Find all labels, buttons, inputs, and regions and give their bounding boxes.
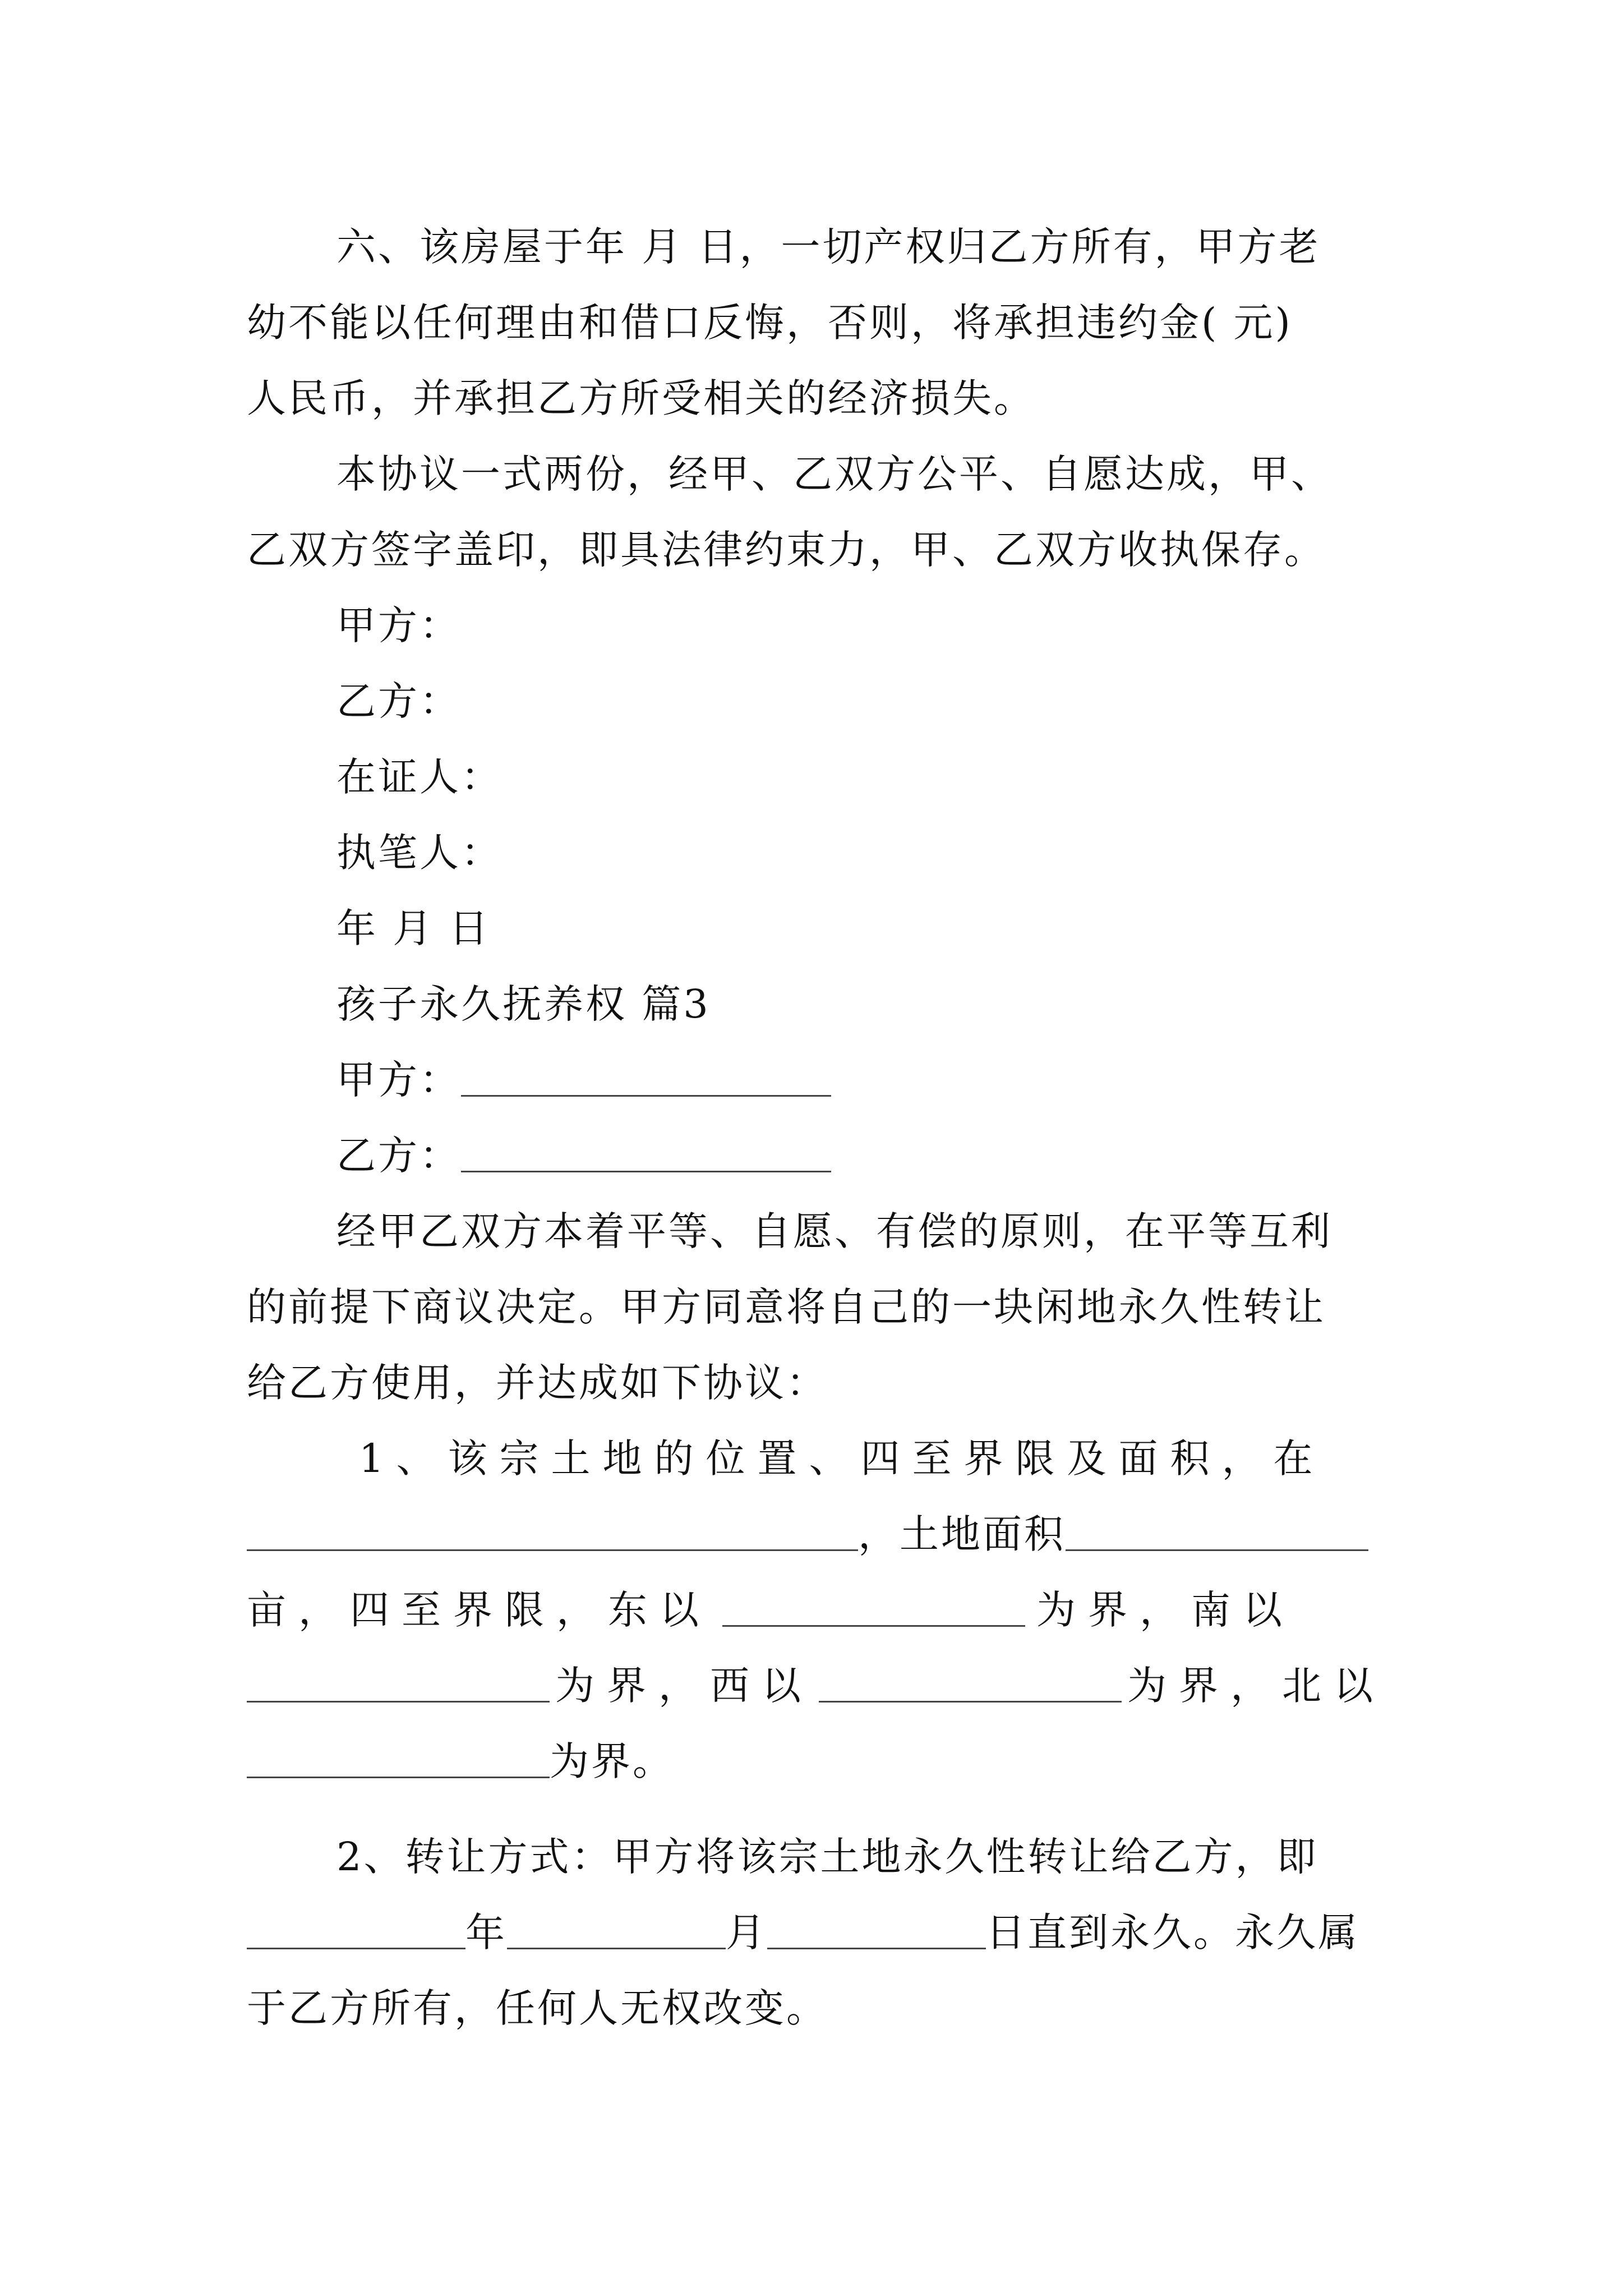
party-a-blank — [461, 1056, 831, 1097]
party-a-line — [336, 1043, 1385, 1116]
signature-date: 年 月 日 — [336, 905, 491, 951]
east-blank — [722, 1586, 1025, 1627]
agreement-copies-line-1: 本协议一式两份，经甲、乙双方公平、自愿达成，甲、 — [336, 451, 1332, 497]
intro-line-2: 的前提下商议决定。甲方同意将自己的一块闲地永久性转让 — [247, 1284, 1326, 1330]
intro-line-3: 给乙方使用，并达成如下协议： — [247, 1360, 828, 1406]
signature-party-b: 乙方： — [336, 678, 461, 724]
north-blank — [247, 1737, 550, 1778]
south-blank — [247, 1662, 550, 1703]
boundary-north-label: 为界，北以 — [1127, 1663, 1385, 1709]
year-label: 年 — [465, 1910, 507, 1955]
boundary-end-label: 为界。 — [550, 1738, 674, 1784]
section-title: 孩子永久抚养权 篇3 — [336, 981, 711, 1027]
boundary-west-label: 为界，西以 — [555, 1663, 813, 1709]
signature-witness: 在证人： — [336, 754, 502, 800]
party-b-label: 乙方： — [336, 1133, 461, 1179]
day-blank — [767, 1908, 986, 1949]
party-b-blank — [461, 1131, 831, 1172]
clause6-line-2: 幼不能以任何理由和借口反悔，否则，将承担违约金( 元) — [247, 300, 1293, 346]
day-label: 日直到永久。永久属 — [986, 1910, 1359, 1955]
clause1-line-2 — [247, 1498, 1385, 1571]
clause1-line-4 — [247, 1649, 1385, 1722]
clause6-line-3: 人民币，并承担乙方所受相关的经济损失。 — [247, 375, 1035, 421]
agreement-copies-line-2: 乙双方签字盖印，即具法律约束力，甲、乙双方收执保存。 — [247, 527, 1326, 573]
clause2-line-1: 2、转让方式：甲方将该宗土地永久性转让给乙方，即 — [336, 1834, 1318, 1880]
party-b-line — [336, 1119, 1385, 1192]
location-blank — [247, 1510, 858, 1551]
land-area-blank — [1066, 1510, 1368, 1551]
signature-writer: 执笔人： — [336, 830, 502, 876]
month-blank — [507, 1908, 726, 1949]
clause1-line-3 — [247, 1573, 1385, 1646]
boundary-south-label: 为界，南以 — [1036, 1587, 1294, 1633]
intro-line-1: 经甲乙双方本着平等、自愿、有偿的原则，在平等互利 — [336, 1208, 1332, 1254]
signature-party-a: 甲方： — [336, 602, 461, 648]
land-area-label: ，土地面积 — [858, 1511, 1066, 1557]
party-a-label: 甲方： — [336, 1057, 461, 1103]
west-blank — [819, 1662, 1122, 1703]
clause1-line-5 — [247, 1725, 1385, 1798]
clause1-line-1: 1、该宗土地的位置、四至界限及面积，在 — [359, 1435, 1325, 1481]
boundary-east-label: 亩，四至界限，东以 — [247, 1587, 711, 1633]
clause6-line-1: 六、该房屋于年 月 日，一切产权归乙方所有，甲方老 — [336, 224, 1321, 270]
clause2-line-2 — [247, 1896, 1385, 1969]
clause2-line-3: 于乙方所有，任何人无权改变。 — [247, 1985, 828, 2031]
month-label: 月 — [726, 1910, 767, 1955]
year-blank — [247, 1908, 465, 1949]
